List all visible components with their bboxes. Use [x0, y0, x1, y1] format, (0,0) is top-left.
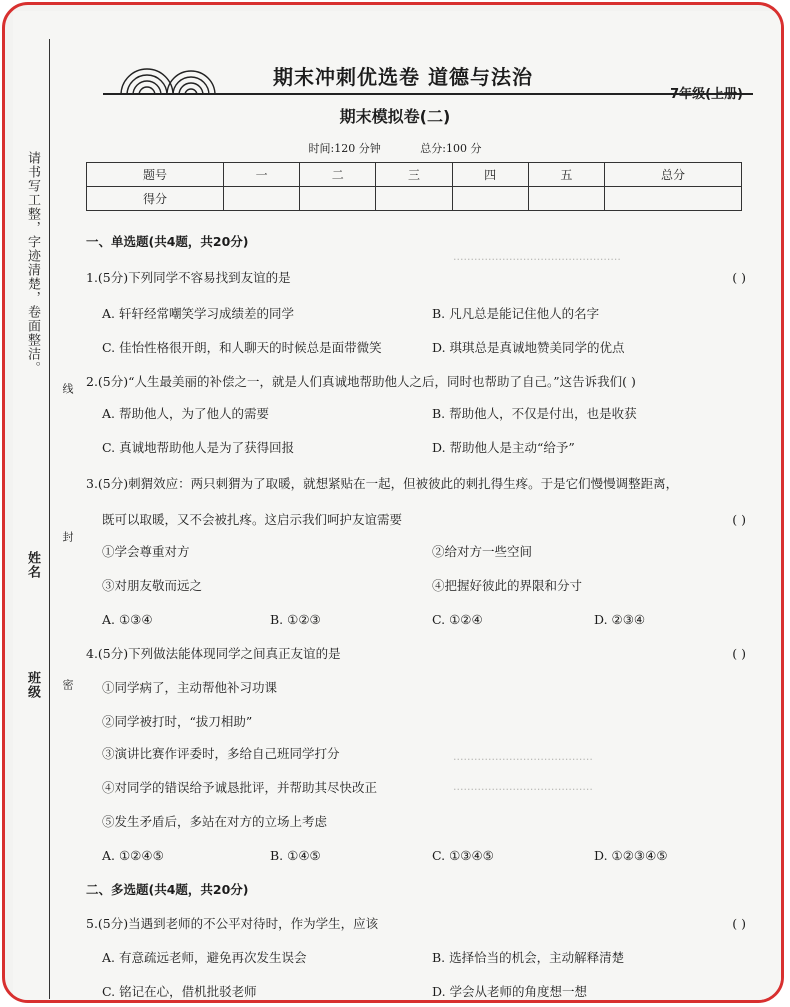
score-table: [86, 162, 742, 211]
show-through-text: ········································: [453, 753, 593, 766]
option-b: B. 凡凡总是能记住他人的名字: [432, 306, 600, 321]
class-label: 班级: [25, 671, 40, 699]
question-stem: 3.(5分)刺猬效应：两只刺猬为了取暖，就想紧贴在一起，但被彼此的刺扎得生疼。于是它们慢慢调整距离，: [86, 476, 679, 491]
statement-4: ④对同学的错误给予诚恳批评，并帮助其尽快改正: [102, 780, 378, 795]
question-stem: 2.(5分)“人生最美丽的补偿之一，就是人们真诚地帮助他人之后，同时也帮助了自己。”这告诉我们( ): [86, 374, 636, 389]
score-entry-cell[interactable]: [376, 187, 452, 211]
option-c: C. 铭记在心，借机批驳老师: [102, 984, 257, 999]
grade-label: 7年级(上册): [670, 87, 743, 102]
statement-1: ①同学病了，主动帮他补习功课: [102, 680, 278, 695]
score-entry-cell[interactable]: [224, 187, 300, 211]
option-a: A. 轩轩经常嘲笑学习成绩差的同学: [102, 306, 294, 321]
seal-secret-mark: 密: [61, 679, 74, 691]
option-a: A. ①②④⑤: [102, 848, 164, 863]
header-rule: [103, 93, 753, 95]
exam-main-title: 期末冲刺优选卷 道德与法治: [273, 65, 533, 89]
statement-2: ②给对方一些空间: [432, 544, 533, 559]
statement-4: ④把握好彼此的界限和分寸: [432, 578, 583, 593]
score-table-score-row: [87, 187, 742, 211]
option-b: B. 帮助他人，不仅是付出，也是收获: [432, 406, 637, 421]
option-d: D. 学会从老师的角度想一想: [432, 984, 588, 999]
score-cell: 得分: [87, 187, 224, 211]
option-c: C. ①③④⑤: [432, 848, 494, 863]
score-cell: 题号: [87, 163, 224, 187]
statement-3: ③演讲比赛作评委时，多给自己班同学打分: [102, 746, 340, 761]
question-stem: 5.(5分)当遇到老师的不公平对待时，作为学生，应该: [86, 916, 379, 931]
option-d: D. ①②③④⑤: [594, 848, 668, 863]
statement-2: ②同学被打时，“拔刀相助”: [102, 714, 253, 729]
option-a: A. 帮助他人，为了他人的需要: [102, 406, 269, 421]
option-d: D. 帮助他人是主动“给予”: [432, 440, 575, 455]
option-d: D. 琪琪总是真诚地赞美同学的优点: [432, 340, 625, 355]
score-cell: 三: [376, 163, 452, 187]
score-cell: 四: [452, 163, 528, 187]
statement-3: ③对朋友敬而远之: [102, 578, 203, 593]
question-stem-cont: 既可以取暖，又不会被扎疼。这启示我们呵护友谊需要: [102, 512, 403, 527]
seal-line-mark: 线: [61, 383, 74, 395]
answer-bracket[interactable]: ( ): [732, 646, 746, 661]
score-cell: 一: [224, 163, 300, 187]
statement-1: ①学会尊重对方: [102, 544, 190, 559]
score-entry-cell[interactable]: [528, 187, 604, 211]
option-b: B. ①②③: [270, 612, 321, 627]
show-through-text: ········································: [453, 783, 593, 796]
exam-meta: [0, 140, 790, 156]
answer-bracket[interactable]: ( ): [732, 916, 746, 931]
statement-5: ⑤发生矛盾后，多站在对方的立场上考虑: [102, 814, 328, 829]
option-a: A. ①③④: [102, 612, 153, 627]
binding-margin: [13, 11, 74, 1003]
margin-instructions: 请书写工整，字迹清楚，卷面整洁。: [25, 151, 40, 375]
score-entry-cell[interactable]: [452, 187, 528, 211]
score-cell: 二: [300, 163, 376, 187]
exam-sub-title: 期末模拟卷(二): [339, 107, 451, 126]
score-cell: 五: [528, 163, 604, 187]
section-title: 一、单选题(共4题，共20分): [86, 234, 249, 249]
score-cell: 总分: [604, 163, 741, 187]
binding-line: [49, 39, 50, 999]
exam-time: 时间:120 分钟: [308, 142, 381, 155]
seal-seal-mark: 封: [61, 531, 74, 543]
question-stem: 4.(5分)下列做法能体现同学之间真正友谊的是: [86, 646, 341, 661]
show-through-text: ················································: [453, 253, 621, 266]
score-entry-cell[interactable]: [604, 187, 741, 211]
name-label: 姓名: [25, 551, 40, 579]
option-c: C. 真诚地帮助他人是为了获得回报: [102, 440, 295, 455]
option-c: C. 佳怡性格很开朗，和人聊天的时候总是面带微笑: [102, 340, 382, 355]
option-a: A. 有意疏远老师，避免再次发生误会: [102, 950, 307, 965]
option-d: D. ②③④: [594, 612, 646, 627]
exam-total: 总分:100 分: [420, 142, 482, 155]
option-b: B. 选择恰当的机会，主动解释清楚: [432, 950, 625, 965]
score-entry-cell[interactable]: [300, 187, 376, 211]
option-c: C. ①②④: [432, 612, 483, 627]
answer-bracket[interactable]: ( ): [732, 270, 746, 285]
score-table-header-row: [87, 163, 742, 187]
answer-bracket[interactable]: ( ): [732, 512, 746, 527]
option-b: B. ①④⑤: [270, 848, 321, 863]
rainbow-arcs-icon: [115, 57, 225, 97]
question-stem: 1.(5分)下列同学不容易找到友谊的是: [86, 270, 291, 285]
section-title: 二、多选题(共4题，共20分): [86, 882, 249, 897]
